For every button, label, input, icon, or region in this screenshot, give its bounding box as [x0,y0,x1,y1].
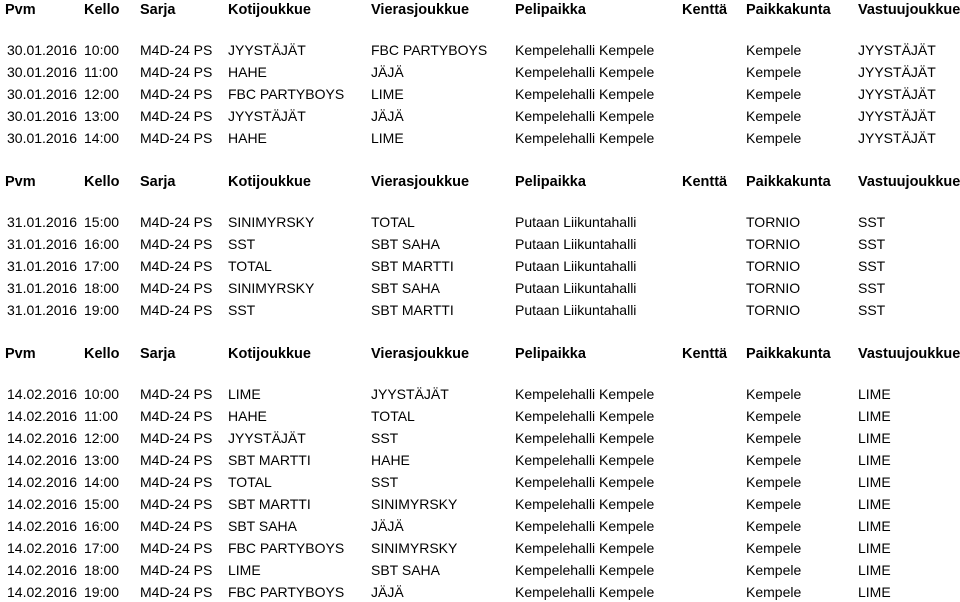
cell-venue: Kempelehalli Kempele [515,130,655,146]
cell-venue: Kempelehalli Kempele [515,408,655,424]
cell-venue: Kempelehalli Kempele [515,64,655,80]
table-row [0,278,960,298]
cell-away-team: SINIMYRSKY [371,540,458,556]
cell-series: M4D-24 PS [140,386,213,402]
cell-away-team: TOTAL [371,408,415,424]
table-row [0,62,960,82]
cell-date: 14.02.2016 [7,496,78,512]
cell-away-team: JÄJÄ [371,584,404,600]
cell-venue: Kempelehalli Kempele [515,562,655,578]
column-header-venue: Pelipaikka [515,174,586,190]
cell-series: M4D-24 PS [140,130,213,146]
cell-time: 16:00 [84,518,120,534]
cell-responsible-team: LIME [858,540,891,556]
cell-series: M4D-24 PS [140,302,213,318]
column-header-series: Sarja [140,174,176,190]
cell-home-team: SBT MARTTI [228,496,311,512]
cell-venue: Kempelehalli Kempele [515,474,655,490]
cell-venue: Kempelehalli Kempele [515,452,655,468]
cell-time: 14:00 [84,130,120,146]
cell-city: Kempele [746,86,802,102]
cell-home-team: HAHE [228,130,267,146]
cell-responsible-team: LIME [858,584,891,600]
cell-responsible-team: LIME [858,474,891,490]
cell-date: 31.01.2016 [7,302,78,318]
column-header-away-team: Vierasjoukkue [371,346,470,362]
cell-home-team: SBT SAHA [228,518,297,534]
column-header-responsible-team: Vastuujoukkue [858,346,960,362]
cell-time: 15:00 [84,496,120,512]
column-header-field: Kenttä [682,346,728,362]
cell-venue: Kempelehalli Kempele [515,108,655,124]
cell-time: 10:00 [84,386,120,402]
cell-away-team: JYYSTÄJÄT [371,386,449,402]
cell-time: 12:00 [84,86,120,102]
cell-date: 14.02.2016 [7,452,78,468]
column-header-field: Kenttä [682,2,728,18]
column-header-time: Kello [84,174,120,190]
cell-date: 31.01.2016 [7,280,78,296]
cell-away-team: HAHE [371,452,410,468]
cell-time: 18:00 [84,280,120,296]
cell-responsible-team: SST [858,280,886,296]
cell-time: 13:00 [84,108,120,124]
column-header-city: Paikkakunta [746,2,831,18]
cell-series: M4D-24 PS [140,280,213,296]
cell-responsible-team: LIME [858,562,891,578]
cell-responsible-team: JYYSTÄJÄT [858,42,936,58]
cell-time: 11:00 [84,408,118,424]
cell-venue: Kempelehalli Kempele [515,584,655,600]
cell-venue: Putaan Liikuntahalli [515,280,637,296]
header-row [0,172,960,192]
cell-time: 15:00 [84,214,120,230]
cell-away-team: SBT SAHA [371,280,440,296]
cell-time: 19:00 [84,302,120,318]
cell-series: M4D-24 PS [140,496,213,512]
table-row [0,234,960,254]
column-header-venue: Pelipaikka [515,346,586,362]
cell-series: M4D-24 PS [140,408,213,424]
cell-home-team: FBC PARTYBOYS [228,540,345,556]
table-row [0,450,960,470]
cell-city: TORNIO [746,214,801,230]
cell-time: 11:00 [84,64,118,80]
column-header-date: Pvm [5,346,36,362]
cell-series: M4D-24 PS [140,236,213,252]
column-header-series: Sarja [140,346,176,362]
column-header-city: Paikkakunta [746,174,831,190]
table-row [0,560,960,580]
cell-responsible-team: JYYSTÄJÄT [858,130,936,146]
table-row [0,212,960,232]
cell-responsible-team: LIME [858,430,891,446]
cell-home-team: JYYSTÄJÄT [228,430,306,446]
cell-away-team: FBC PARTYBOYS [371,42,488,58]
cell-responsible-team: LIME [858,386,891,402]
cell-city: Kempele [746,562,802,578]
table-row [0,582,960,602]
cell-away-team: LIME [371,86,404,102]
cell-responsible-team: LIME [858,452,891,468]
cell-venue: Kempelehalli Kempele [515,496,655,512]
cell-series: M4D-24 PS [140,584,213,600]
cell-away-team: SINIMYRSKY [371,496,458,512]
column-header-date: Pvm [5,174,36,190]
cell-time: 19:00 [84,584,120,600]
cell-date: 14.02.2016 [7,540,78,556]
table-row [0,106,960,126]
table-row [0,428,960,448]
cell-date: 30.01.2016 [7,108,78,124]
cell-city: TORNIO [746,302,801,318]
cell-city: TORNIO [746,280,801,296]
cell-home-team: HAHE [228,408,267,424]
header-row [0,344,960,364]
cell-city: Kempele [746,64,802,80]
cell-venue: Kempelehalli Kempele [515,42,655,58]
cell-date: 31.01.2016 [7,214,78,230]
cell-home-team: SST [228,302,256,318]
cell-series: M4D-24 PS [140,430,213,446]
cell-away-team: LIME [371,130,404,146]
cell-time: 17:00 [84,258,120,274]
table-row [0,40,960,60]
table-row [0,472,960,492]
cell-responsible-team: JYYSTÄJÄT [858,64,936,80]
cell-away-team: TOTAL [371,214,415,230]
cell-city: Kempele [746,540,802,556]
cell-city: Kempele [746,474,802,490]
column-header-responsible-team: Vastuujoukkue [858,2,960,18]
cell-away-team: JÄJÄ [371,64,404,80]
cell-venue: Kempelehalli Kempele [515,86,655,102]
cell-series: M4D-24 PS [140,214,213,230]
table-row [0,128,960,148]
column-header-away-team: Vierasjoukkue [371,2,470,18]
cell-home-team: FBC PARTYBOYS [228,86,345,102]
cell-venue: Kempelehalli Kempele [515,430,655,446]
cell-series: M4D-24 PS [140,562,213,578]
cell-away-team: JÄJÄ [371,108,404,124]
cell-city: Kempele [746,386,802,402]
table-row [0,384,960,404]
cell-date: 14.02.2016 [7,386,78,402]
cell-date: 14.02.2016 [7,518,78,534]
column-header-time: Kello [84,2,120,18]
cell-series: M4D-24 PS [140,86,213,102]
column-header-home-team: Kotijoukkue [228,174,311,190]
cell-venue: Putaan Liikuntahalli [515,258,637,274]
cell-away-team: SST [371,474,399,490]
cell-time: 13:00 [84,452,120,468]
cell-date: 30.01.2016 [7,64,78,80]
cell-date: 31.01.2016 [7,258,78,274]
cell-home-team: TOTAL [228,258,272,274]
cell-home-team: LIME [228,562,261,578]
cell-series: M4D-24 PS [140,42,213,58]
cell-home-team: HAHE [228,64,267,80]
cell-date: 30.01.2016 [7,42,78,58]
column-header-away-team: Vierasjoukkue [371,174,470,190]
cell-responsible-team: JYYSTÄJÄT [858,86,936,102]
cell-series: M4D-24 PS [140,518,213,534]
cell-away-team: JÄJÄ [371,518,404,534]
cell-home-team: FBC PARTYBOYS [228,584,345,600]
column-header-venue: Pelipaikka [515,2,586,18]
table-row [0,84,960,104]
cell-venue: Kempelehalli Kempele [515,540,655,556]
cell-city: Kempele [746,518,802,534]
cell-city: Kempele [746,408,802,424]
cell-home-team: TOTAL [228,474,272,490]
cell-responsible-team: SST [858,302,886,318]
cell-home-team: SBT MARTTI [228,452,311,468]
cell-home-team: JYYSTÄJÄT [228,42,306,58]
cell-responsible-team: LIME [858,518,891,534]
cell-date: 14.02.2016 [7,584,78,600]
cell-date: 14.02.2016 [7,430,78,446]
cell-date: 14.02.2016 [7,408,78,424]
cell-date: 14.02.2016 [7,474,78,490]
cell-date: 30.01.2016 [7,86,78,102]
table-row [0,516,960,536]
cell-series: M4D-24 PS [140,108,213,124]
column-header-field: Kenttä [682,174,728,190]
table-row [0,300,960,320]
cell-responsible-team: LIME [858,496,891,512]
column-header-series: Sarja [140,2,176,18]
cell-city: Kempele [746,42,802,58]
cell-time: 10:00 [84,42,120,58]
table-row [0,406,960,426]
cell-series: M4D-24 PS [140,258,213,274]
cell-city: Kempele [746,452,802,468]
cell-home-team: LIME [228,386,261,402]
cell-time: 16:00 [84,236,120,252]
table-row [0,256,960,276]
column-header-home-team: Kotijoukkue [228,2,311,18]
cell-date: 31.01.2016 [7,236,78,252]
cell-city: Kempele [746,430,802,446]
column-header-home-team: Kotijoukkue [228,346,311,362]
cell-series: M4D-24 PS [140,452,213,468]
header-row [0,0,960,20]
cell-venue: Putaan Liikuntahalli [515,214,637,230]
cell-city: Kempele [746,130,802,146]
cell-date: 14.02.2016 [7,562,78,578]
cell-responsible-team: SST [858,236,886,252]
cell-venue: Putaan Liikuntahalli [515,302,637,318]
cell-time: 14:00 [84,474,120,490]
column-header-time: Kello [84,346,120,362]
cell-responsible-team: JYYSTÄJÄT [858,108,936,124]
cell-city: Kempele [746,496,802,512]
cell-city: TORNIO [746,236,801,252]
cell-home-team: SINIMYRSKY [228,214,315,230]
table-row [0,494,960,514]
cell-away-team: SST [371,430,399,446]
column-header-responsible-team: Vastuujoukkue [858,174,960,190]
cell-date: 30.01.2016 [7,130,78,146]
cell-home-team: SST [228,236,256,252]
cell-time: 12:00 [84,430,120,446]
cell-city: Kempele [746,584,802,600]
cell-series: M4D-24 PS [140,474,213,490]
cell-away-team: SBT SAHA [371,236,440,252]
cell-away-team: SBT MARTTI [371,258,454,274]
cell-venue: Kempelehalli Kempele [515,518,655,534]
cell-city: Kempele [746,108,802,124]
cell-series: M4D-24 PS [140,540,213,556]
cell-home-team: JYYSTÄJÄT [228,108,306,124]
cell-city: TORNIO [746,258,801,274]
cell-away-team: SBT MARTTI [371,302,454,318]
cell-home-team: SINIMYRSKY [228,280,315,296]
column-header-city: Paikkakunta [746,346,831,362]
cell-responsible-team: LIME [858,408,891,424]
column-header-date: Pvm [5,2,36,18]
cell-venue: Kempelehalli Kempele [515,386,655,402]
cell-responsible-team: SST [858,258,886,274]
cell-time: 17:00 [84,540,120,556]
cell-time: 18:00 [84,562,120,578]
cell-away-team: SBT SAHA [371,562,440,578]
cell-venue: Putaan Liikuntahalli [515,236,637,252]
table-row [0,538,960,558]
cell-responsible-team: SST [858,214,886,230]
cell-series: M4D-24 PS [140,64,213,80]
